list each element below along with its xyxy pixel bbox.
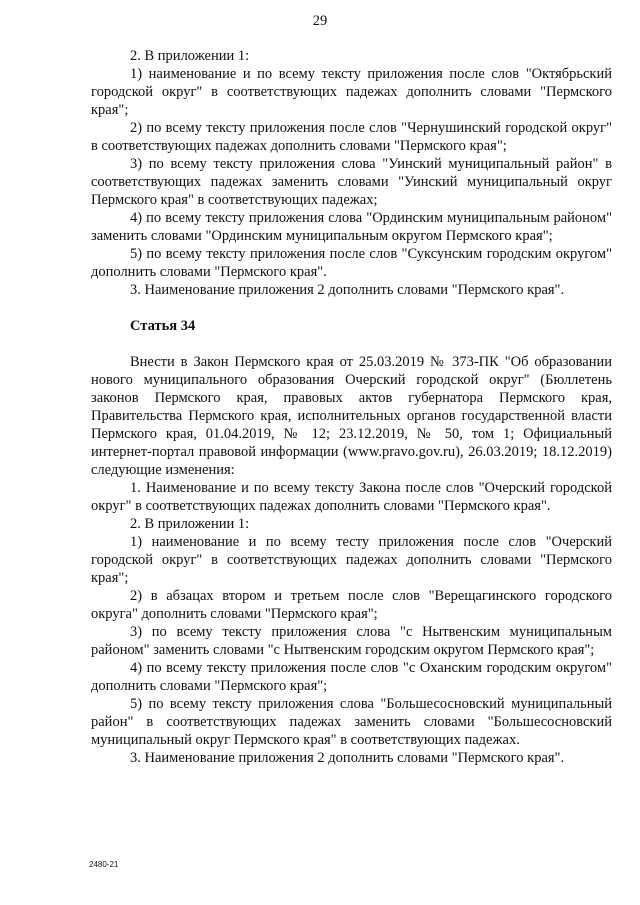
spacer (91, 335, 612, 353)
spacer (91, 299, 612, 317)
article-sub3: 3) по всему тексту приложения слова "с Нытвенским муниципальным районом" заменить словами "с Нытвенским городским округом Пермского края"; (91, 624, 612, 658)
article-item3: 3. Наименование приложения 2 дополнить словами "Пермского края". (130, 750, 565, 766)
article-sub2: 2) в абзацах втором и третьем после слов "Верещагинского городского округа" дополнить словами "Пермского края"; (91, 588, 612, 622)
page-number: 29 (312, 13, 328, 29)
section-a-sub5: 5) по всему тексту приложения после слов "Суксунским городским округом" дополнить словами "Пермского края". (91, 246, 612, 280)
document-code: 2480-21 (89, 860, 119, 869)
article-sub1: 1) наименование и по всему тесту приложения после слов "Очерский городской округ" в соответствующих падежах дополнить словами "Пермского края"; (91, 534, 612, 586)
section-a-sub3: 3) по всему тексту приложения слова "Уинский муниципальный район" в соответствующих падежах заменить словами "Уинский муниципальный округ Пермского края" в соответствующих падежах; (91, 156, 612, 208)
section-a-item2-intro: 2. В приложении 1: (130, 48, 250, 64)
article-heading: Статья 34 (130, 318, 196, 334)
article-sub4: 4) по всему тексту приложения после слов "с Оханским городским округом" дополнить словами "Пермского края"; (91, 660, 612, 694)
article-intro: Внести в Закон Пермского края от 25.03.2019 № 373-ПК "Об образовании нового муниципального образования Очерский городской округ" (Бюллетень законов Пермского края, правовых актов губернатора Пермского края, Правительства Пермского края, исполнительных органов государственной власти Пермского края, 01.04.2019, № 12; 23.12.2019, № 50, том 1; Официальный интернет-портал правовой информации (www.pravo.gov.ru), 26.03.2019; 18.12.2019) следующие изменения: (91, 354, 612, 478)
document-body (91, 47, 612, 767)
article-item1: 1. Наименование и по всему тексту Закона после слов "Очерский городской округ" в соответствующих падежах дополнить словами "Пермского края". (91, 480, 612, 514)
section-a-sub2: 2) по всему тексту приложения после слов "Чернушинский городской округ" в соответствующих падежах дополнить словами "Пермского края"; (91, 120, 612, 154)
section-a-sub1: 1) наименование и по всему тексту приложения после слов "Октябрьский городской округ" в соответствующих падежах дополнить словами "Пермского края"; (91, 66, 612, 118)
section-a-sub4: 4) по всему тексту приложения слова "Ординским муниципальным районом" заменить словами "Ординским муниципальным округом Пермского края"; (91, 210, 612, 244)
article-item2-intro: 2. В приложении 1: (130, 516, 250, 532)
section-a-item3: 3. Наименование приложения 2 дополнить словами "Пермского края". (130, 282, 565, 298)
article-sub5: 5) по всему тексту приложения слова "Большесосновский муниципальный район" в соответствующих падежах заменить словами "Большесосновский муниципальный округ Пермского края" в соответствующих падежах. (91, 696, 612, 748)
